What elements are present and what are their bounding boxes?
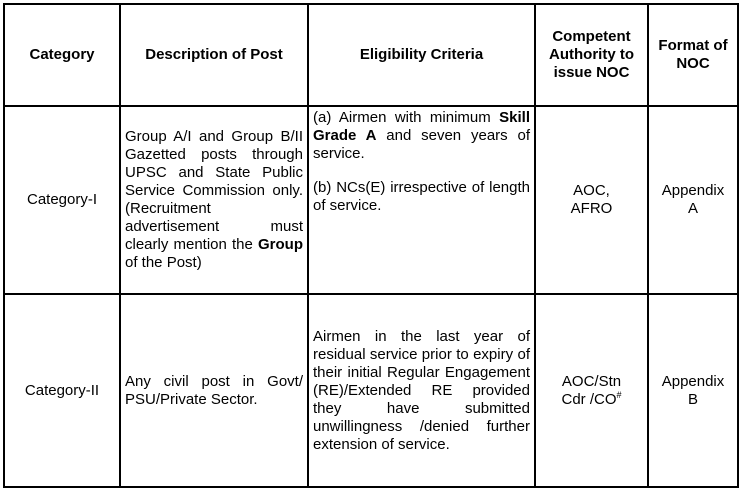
- format-line-2: A: [687, 200, 698, 217]
- header-format: Format of NOC: [648, 4, 738, 106]
- header-eligibility: Eligibility Criteria: [308, 4, 535, 106]
- authority-line-1: AOC,: [573, 182, 610, 199]
- authority-line-2: AFRO: [570, 200, 613, 217]
- description-note: (Recruitment advertisement must clearly mention the: [125, 200, 303, 253]
- header-description: Description of Post: [120, 4, 308, 106]
- criteria-a-prefix: (a) Airmen with minimum: [313, 109, 500, 126]
- header-row: [4, 4, 738, 106]
- header-authority: Competent Authority to issue NOC: [535, 4, 648, 106]
- cell-description: Any civil post in Govt/ PSU/Private Sector.: [120, 294, 308, 487]
- criteria-a-bold: Skill Grade A: [313, 109, 530, 144]
- description-note-end: of the Post): [125, 254, 202, 271]
- cell-authority: [535, 106, 648, 294]
- table-row-category-1: [4, 106, 738, 294]
- cell-category: Category-I: [4, 106, 120, 294]
- table-row-category-2: [4, 294, 738, 487]
- cell-authority: [535, 294, 648, 487]
- header-category: Category: [4, 4, 120, 106]
- cell-category: Category-II: [4, 294, 120, 487]
- cell-eligibility: Airmen in the last year of residual service prior to expiry of their initial Regular Engagement (RE)/Extended RE provided they have submitted unwillingness /denied further extension of service.: [308, 294, 535, 487]
- cell-format: [648, 294, 738, 487]
- authority-footnote-mark: #: [616, 389, 622, 400]
- criteria-b: (b) NCs(E) irrespective of length of service.: [313, 179, 530, 214]
- description-note-bold: Group: [258, 236, 303, 253]
- criteria-a: [313, 109, 530, 163]
- description-text: Group A/I and Group B/II Gazetted posts through UPSC and State Public Service Commission only.: [125, 128, 303, 199]
- format-line-2: B: [687, 390, 698, 408]
- cell-format: [648, 106, 738, 294]
- cell-description: [120, 106, 308, 294]
- authority-line-2: Cdr /CO: [561, 390, 617, 408]
- noc-table: [3, 3, 739, 488]
- format-line-1: Appendix: [661, 372, 725, 390]
- criteria-a-suffix: and seven years of service.: [313, 127, 530, 162]
- authority-line-1: AOC/Stn: [561, 372, 622, 390]
- format-line-1: Appendix: [661, 182, 725, 199]
- cell-eligibility: [308, 106, 535, 294]
